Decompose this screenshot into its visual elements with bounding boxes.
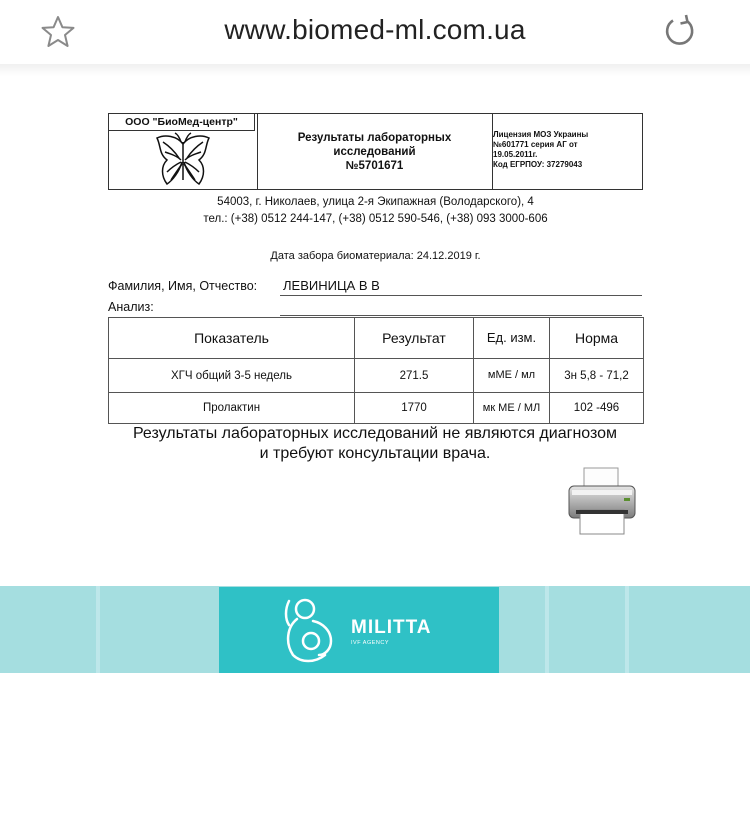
- printer-icon[interactable]: [566, 466, 638, 536]
- sample-date: Дата забора биоматериала: 24.12.2019 г.: [270, 250, 481, 262]
- table-row: [109, 393, 644, 424]
- brand-tagline: IVF AGENCY: [351, 640, 390, 646]
- analysis-label: Анализ:: [108, 300, 154, 314]
- banner-stripe: [545, 586, 549, 673]
- table-cell: 3н 5,8 - 71,2: [550, 359, 644, 393]
- table-cell: 271.5: [355, 359, 474, 393]
- butterfly-logo-icon: [151, 132, 215, 188]
- table-cell: мк МЕ / МЛ: [474, 393, 550, 424]
- doc-number: №5701671: [345, 159, 404, 172]
- banner-stripe: [96, 586, 100, 673]
- col-header: Показатель: [109, 318, 355, 359]
- underline: [280, 315, 642, 316]
- license-text: №601771 серия АГ от: [493, 140, 578, 149]
- document-header: [108, 113, 643, 190]
- table-cell: Пролактин: [109, 393, 355, 424]
- clinic-address: 54003, г. Николаев, улица 2-я Экипажная (Володарского), 4: [217, 196, 534, 208]
- table-cell: мМЕ / мл: [474, 359, 550, 393]
- disclaimer-line: и требуют консультации врача.: [259, 445, 491, 462]
- license-cell: [493, 130, 641, 170]
- clinic-phones: тел.: (+38) 0512 244-147, (+38) 0512 590-546, (+38) 093 3000-606: [203, 213, 548, 225]
- col-header: Норма: [550, 318, 644, 359]
- col-header: Результат: [355, 318, 474, 359]
- militta-logo[interactable]: [219, 587, 499, 673]
- banner-stripe: [625, 586, 629, 673]
- table-cell: ХГЧ общий 3-5 недель: [109, 359, 355, 393]
- company-name: ООО "БиоМед-центр": [109, 114, 255, 131]
- browser-toolbar: [0, 0, 750, 64]
- disclaimer-line: Результаты лабораторных исследований не являются диагнозом: [132, 425, 618, 442]
- title-cell: [257, 114, 493, 189]
- table-cell: 1770: [355, 393, 474, 424]
- results-table: [108, 317, 644, 424]
- license-text: 19.05.2011г.: [493, 150, 538, 159]
- toolbar-shadow: [0, 64, 750, 76]
- reload-icon[interactable]: [660, 12, 698, 50]
- col-header: Ед. изм.: [474, 318, 550, 359]
- doc-title-line1: Результаты лабораторных: [297, 131, 452, 144]
- license-text: Лицензия МОЗ Украины: [493, 130, 589, 139]
- fio-label: Фамилия, Имя, Отчество:: [108, 279, 258, 293]
- mother-baby-icon: [283, 593, 347, 667]
- brand-name: MILITTA: [351, 617, 432, 638]
- underline: [280, 295, 642, 296]
- logo-cell: [109, 114, 258, 189]
- doc-title-line2: исследований: [333, 145, 416, 158]
- table-row: [109, 359, 644, 393]
- url-bar[interactable]: www.biomed-ml.com.ua: [224, 14, 526, 45]
- license-code: Код ЕГРПОУ: 37279043: [493, 160, 583, 169]
- table-header-row: [109, 318, 644, 359]
- disclaimer: [100, 424, 650, 464]
- table-cell: 102 -496: [550, 393, 644, 424]
- patient-name: ЛЕВИНИЦА В В: [283, 278, 380, 293]
